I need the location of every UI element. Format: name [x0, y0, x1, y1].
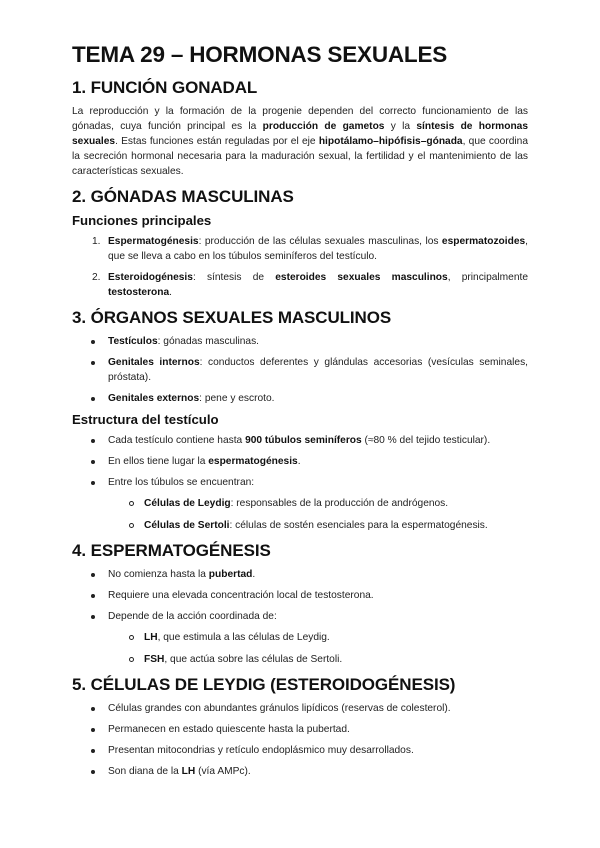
circle-bullet-icon: [129, 523, 134, 528]
text: , principalmente: [447, 272, 528, 283]
circle-bullet-icon: [129, 501, 134, 506]
bullet-icon: [91, 361, 95, 365]
bold-term: testosterona: [108, 287, 170, 298]
bullet-list: [72, 567, 528, 667]
bullet-icon: [91, 397, 95, 401]
text: .: [252, 569, 256, 580]
document-page: [72, 38, 528, 785]
subheading-funciones-principales: Funciones principales: [72, 213, 212, 228]
text: .: [297, 456, 301, 467]
list-item: [72, 567, 528, 582]
bullet-icon: [91, 770, 95, 774]
document-title: TEMA 29 – HORMONAS SEXUALES: [72, 42, 448, 67]
list-item: [72, 588, 528, 603]
bullet-list: [72, 701, 528, 779]
sub-list-item: [72, 518, 528, 533]
bullet-icon: [91, 594, 95, 598]
bullet-icon: [91, 340, 95, 344]
bold-term: Espermatogénesis: [108, 236, 199, 247]
text: .: [169, 287, 172, 298]
bullet-list: [72, 433, 528, 533]
text: : síntesis de: [192, 272, 276, 283]
bold-term: Células de Leydig: [144, 498, 231, 509]
text: Presentan mitocondrias y retículo endoplásmico muy desarrollados.: [108, 745, 414, 756]
text: (vía AMPc).: [195, 766, 251, 777]
list-item: [72, 391, 528, 406]
bold-term: Testículos: [108, 336, 158, 347]
subheading-estructura-testiculo: Estructura del testículo: [72, 412, 219, 427]
text: No comienza hasta la: [108, 569, 209, 580]
text: , que estimula a las células de Leydig.: [157, 632, 330, 643]
list-item: [72, 433, 528, 448]
section-heading-gonadas-masculinas: 2. GÓNADAS MASCULINAS: [72, 187, 294, 206]
list-item: [72, 355, 528, 385]
text: Son diana de la: [108, 766, 182, 777]
sub-list-item: [72, 652, 528, 667]
bold-term: esteroides sexuales masculinos: [275, 272, 448, 283]
text: . Estas funciones están reguladas por el eje: [115, 136, 319, 147]
text: (≈80 % del tejido testicular).: [361, 435, 491, 446]
text: : responsables de la producción de andrógenos.: [230, 498, 449, 509]
text: Permanecen en estado quiescente hasta la pubertad.: [108, 724, 350, 735]
text: : células de sostén esenciales para la espermatogénesis.: [229, 520, 488, 531]
text: En ellos tiene lugar la: [108, 456, 209, 467]
bullet-icon: [91, 728, 95, 732]
text: Requiere una elevada concentración local de testosterona.: [108, 590, 374, 601]
bold-term: 900 túbulos seminíferos: [245, 435, 362, 446]
list-item: [72, 334, 528, 349]
text: : conductos deferentes y glándulas accesorias (vesículas seminales, próstata).: [108, 357, 528, 383]
sub-list-item: [72, 630, 528, 645]
text: La reproducción y la formación de la progenie dependen del correcto funcionamiento de las gónadas, cuya función principal es la: [72, 106, 528, 132]
bold-term: hipotálamo–hipófisis–gónada: [318, 136, 463, 147]
list-number: 1.: [92, 236, 101, 247]
bold-term: síntesis de hormonas sexuales: [72, 121, 529, 147]
circle-bullet-icon: [129, 635, 134, 640]
list-item: [72, 701, 528, 716]
bold-term: LH: [144, 632, 158, 643]
paragraph-funcion-gonadal: [72, 104, 528, 179]
section-heading-funcion-gonadal: 1. FUNCIÓN GONADAL: [72, 78, 258, 97]
bold-term: LH: [181, 766, 196, 777]
bold-term: espermatozoides: [441, 236, 526, 247]
bullet-list: [72, 334, 528, 406]
list-item: [72, 764, 528, 779]
text: : producción de las células sexuales masculinas, los: [198, 236, 442, 247]
bold-term: Genitales externos: [108, 393, 200, 404]
section-heading-espermatogenesis: 4. ESPERMATOGÉNESIS: [72, 541, 271, 560]
bullet-icon: [91, 749, 95, 753]
bullet-icon: [91, 615, 95, 619]
section-heading-organos-sexuales: 3. ÓRGANOS SEXUALES MASCULINOS: [72, 308, 392, 327]
list-item: [72, 454, 528, 469]
list-number: 2.: [92, 272, 101, 283]
sub-list-item: [72, 496, 528, 511]
circle-bullet-icon: [129, 657, 134, 662]
numbered-list: [72, 234, 528, 300]
bold-term: producción de gametos: [262, 121, 385, 132]
bullet-icon: [91, 707, 95, 711]
bold-term: Genitales internos: [108, 357, 200, 368]
text: : gónadas masculinas.: [157, 336, 260, 347]
section-heading-celulas-leydig: 5. CÉLULAS DE LEYDIG (ESTEROIDOGÉNESIS): [72, 675, 456, 694]
text: Entre los túbulos se encuentran:: [108, 477, 255, 488]
text: y la: [384, 121, 417, 132]
bold-term: FSH: [144, 654, 165, 665]
text: , que actúa sobre las células de Sertoli.: [164, 654, 343, 665]
list-item: [72, 743, 528, 758]
text: , que coordina la secreción hormonal necesaria para la maduración sexual, la fertilidad y el mantenimiento de las características sexuales.: [72, 136, 528, 177]
list-item: [72, 475, 528, 490]
bullet-icon: [91, 460, 95, 464]
text: Depende de la acción coordinada de:: [108, 611, 277, 622]
text: Células grandes con abundantes gránulos lipídicos (reservas de colesterol).: [108, 703, 451, 714]
bold-term: Células de Sertoli: [144, 520, 230, 531]
list-item: [72, 722, 528, 737]
list-item: [72, 609, 528, 624]
bold-term: espermatogénesis: [208, 456, 298, 467]
bullet-icon: [91, 573, 95, 577]
text: Cada testículo contiene hasta: [108, 435, 246, 446]
bullet-icon: [91, 439, 95, 443]
list-item: [72, 270, 528, 300]
list-item: [72, 234, 528, 264]
bold-term: pubertad: [208, 569, 253, 580]
text: , que se lleva a cabo en los túbulos seminíferos del testículo.: [108, 236, 528, 262]
text: : pene y escroto.: [199, 393, 275, 404]
bullet-icon: [91, 481, 95, 485]
bold-term: Esteroidogénesis: [108, 272, 193, 283]
